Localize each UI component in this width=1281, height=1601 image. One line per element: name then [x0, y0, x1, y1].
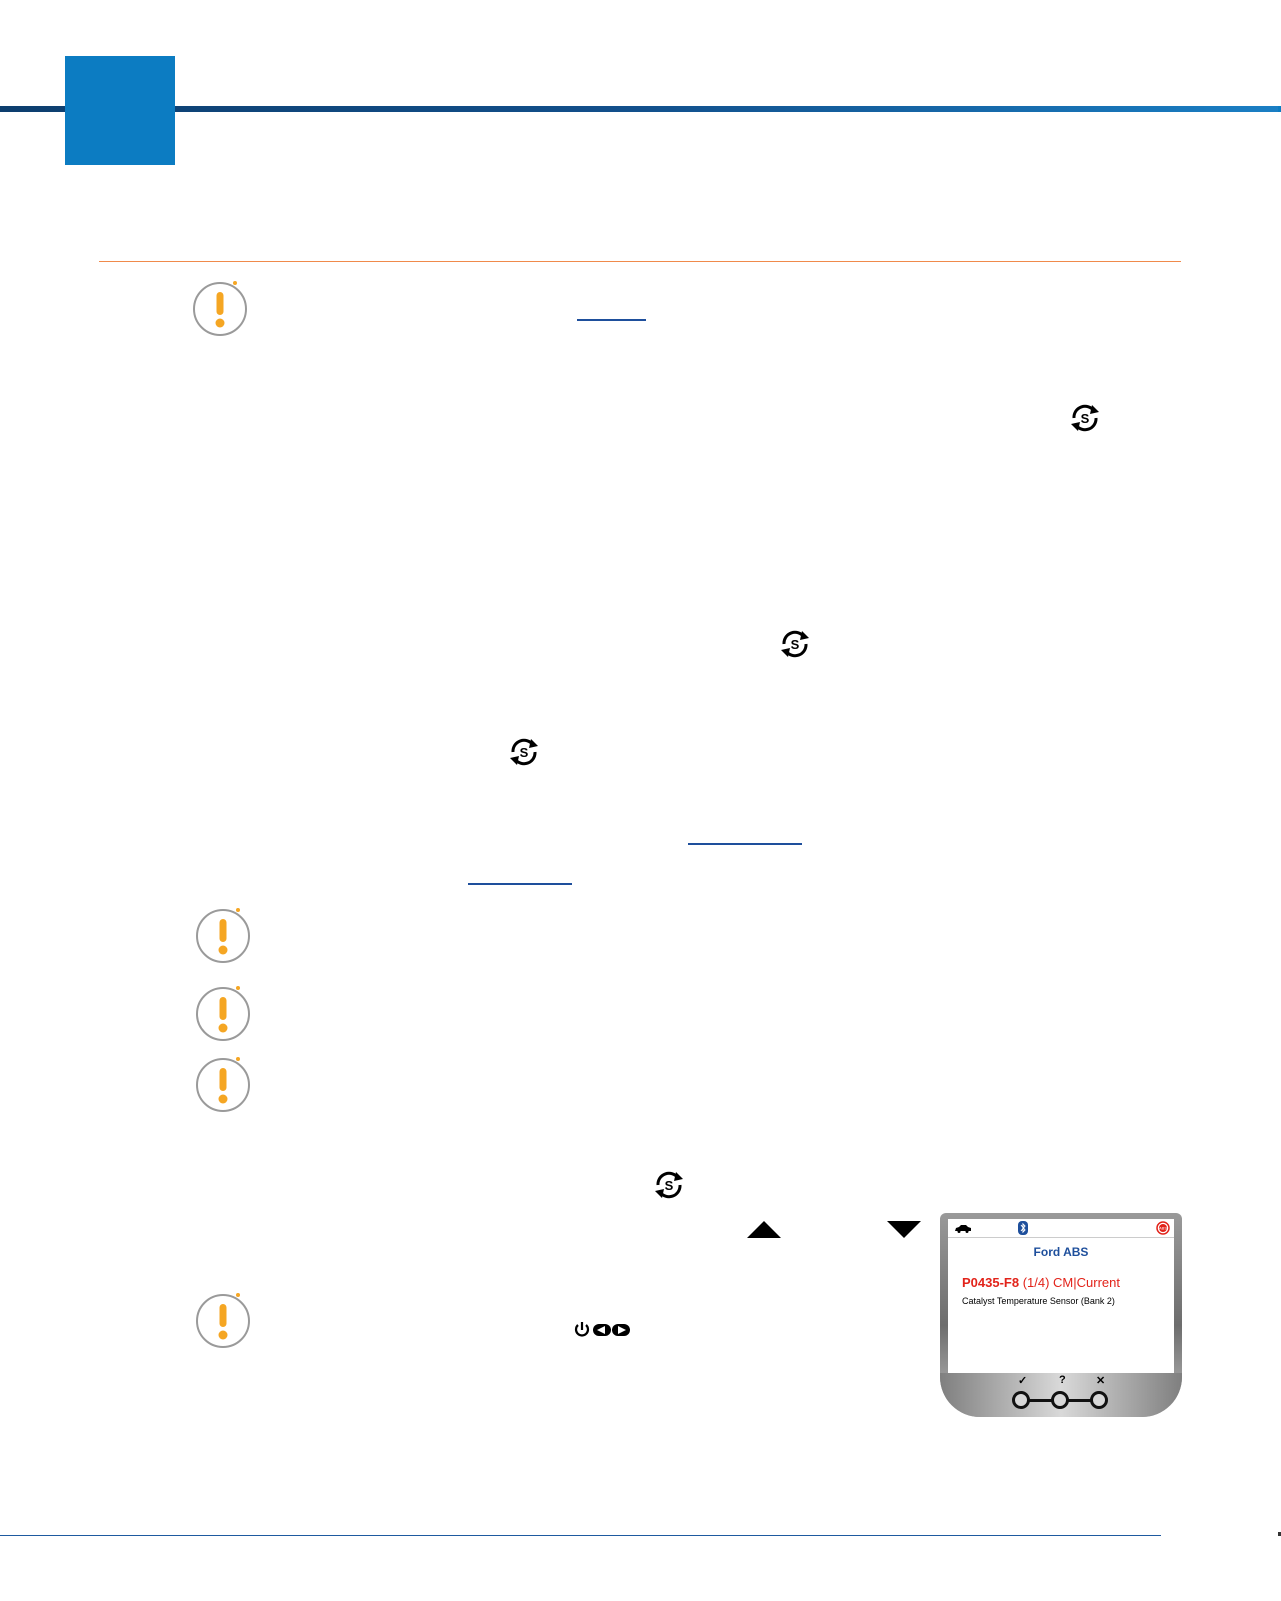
cancel-button[interactable]: [1090, 1391, 1108, 1409]
warning-icon: [194, 985, 252, 1043]
ok-button[interactable]: [1012, 1391, 1030, 1409]
cancel-button-label: ✕: [1096, 1375, 1106, 1387]
footer-rule: [0, 1535, 1161, 1536]
device-screen: [948, 1219, 1174, 1373]
sync-icon: [652, 1168, 686, 1202]
bluetooth-icon: [1018, 1221, 1028, 1235]
link-underline[interactable]: [468, 883, 572, 885]
sync-icon: [1068, 401, 1102, 435]
svg-text:S: S: [1080, 411, 1090, 426]
dtc-line: [962, 1275, 1120, 1290]
screen-title: Ford ABS: [1033, 1245, 1089, 1259]
dtc-code: P0435-F8: [962, 1275, 1020, 1290]
dtc-description: Catalyst Temperature Sensor (Bank 2): [962, 1296, 1115, 1306]
ok-button-label: ✓: [1018, 1375, 1028, 1387]
warning-icon: [191, 280, 249, 338]
up-arrow-icon: [747, 1221, 781, 1238]
svg-text:ABS: ABS: [1158, 1225, 1168, 1231]
help-button[interactable]: [1051, 1391, 1069, 1409]
header-bar: [0, 106, 1281, 112]
chapter-block: [65, 56, 175, 165]
link-underline[interactable]: [688, 843, 802, 845]
section-divider: [99, 261, 1181, 262]
sync-icon: [778, 627, 812, 661]
link-underline[interactable]: [577, 319, 646, 321]
scan-tool-device: [940, 1213, 1182, 1417]
warning-icon: [194, 1056, 252, 1114]
abs-warning-icon: [1156, 1221, 1170, 1235]
dtc-status: (1/4) CM|Current: [1019, 1275, 1120, 1290]
down-arrow-icon: [887, 1221, 921, 1238]
power-nav-keys-icon: [572, 1320, 632, 1340]
status-bar: [948, 1219, 1174, 1238]
sync-icon: [507, 735, 541, 769]
svg-text:S: S: [664, 1178, 674, 1193]
svg-text:S: S: [790, 637, 800, 652]
warning-icon: [194, 1292, 252, 1350]
svg-text:S: S: [519, 745, 529, 760]
car-icon: [954, 1224, 972, 1233]
help-button-label: ?: [1059, 1374, 1066, 1386]
warning-icon: [194, 907, 252, 965]
